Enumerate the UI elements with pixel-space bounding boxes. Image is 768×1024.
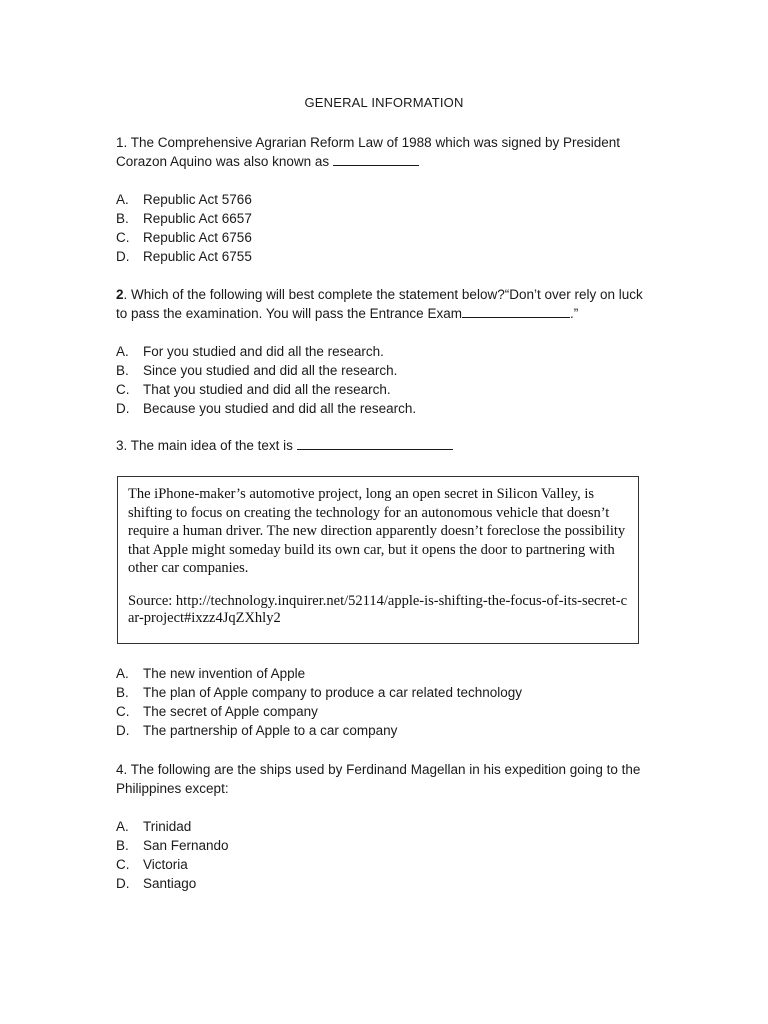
- question-4-text: The following are the ships used by Ferdinand Magellan in his expedition going to the Philippines except:: [116, 762, 641, 796]
- option-c: C. Victoria: [116, 857, 188, 872]
- option-a: A. The new invention of Apple: [116, 666, 306, 681]
- question-2-options: [116, 342, 676, 418]
- question-2-text: . Which of the following will best complete the statement below?“Don’t over rely on luck to pass the examination. You will pass the Entrance Exam: [116, 287, 643, 321]
- question-1-text: The Comprehensive Agrarian Reform Law of 1988 which was signed by President Corazon Aquino was also known as: [116, 135, 621, 169]
- option-d: D. Santiago: [116, 876, 197, 891]
- answer-blank: [297, 437, 453, 450]
- option-d: D. Because you studied and did all the research.: [116, 401, 417, 416]
- question-3-number: 3.: [116, 438, 128, 453]
- question-3-text: The main idea of the text is: [130, 438, 293, 453]
- reading-passage-box: [117, 476, 639, 644]
- option-c: C. That you studied and did all the research.: [116, 382, 391, 397]
- question-4-number: 4.: [116, 762, 128, 777]
- question-1-options: [116, 190, 676, 266]
- passage-text: The iPhone-maker’s automotive project, long an open secret in Silicon Valley, is shifting to focus on creating the technology for an autonomous vehicle that doesn’t require a human driver. The new direction apparently doesn’t foreclose the possibility that Apple might someday build its own car, but it opens the door to partnering with other car companies.: [128, 486, 626, 576]
- option-d: D. The partnership of Apple to a car company: [116, 723, 398, 738]
- question-1-number: 1.: [116, 135, 128, 150]
- option-a: A. Republic Act 5766: [116, 192, 252, 207]
- option-a: A. For you studied and did all the research.: [116, 344, 384, 359]
- option-b: B. The plan of Apple company to produce a car related technology: [116, 685, 522, 700]
- question-3-options: [116, 664, 676, 740]
- page-title: GENERAL INFORMATION: [304, 95, 464, 110]
- question-2: [116, 285, 651, 323]
- question-4: [116, 760, 651, 798]
- answer-blank: [333, 153, 419, 166]
- question-4-options: [116, 817, 676, 893]
- option-b: B. Since you studied and did all the research.: [116, 363, 398, 378]
- option-c: C. The secret of Apple company: [116, 704, 318, 719]
- option-c: C. Republic Act 6756: [116, 230, 252, 245]
- question-1: [116, 133, 651, 171]
- option-d: D. Republic Act 6755: [116, 249, 252, 264]
- option-b: B. Republic Act 6657: [116, 211, 252, 226]
- option-b: B. San Fernando: [116, 838, 229, 853]
- question-2-text-end: .”: [569, 306, 579, 321]
- passage-source: Source: http://technology.inquirer.net/52114/apple-is-shifting-the-focus-of-its-secret-car-project#ixzz4JqZXhly2: [128, 592, 628, 626]
- answer-blank: [462, 305, 570, 318]
- question-2-number: 2: [116, 287, 124, 302]
- question-3: [116, 436, 651, 455]
- option-a: A. Trinidad: [116, 819, 192, 834]
